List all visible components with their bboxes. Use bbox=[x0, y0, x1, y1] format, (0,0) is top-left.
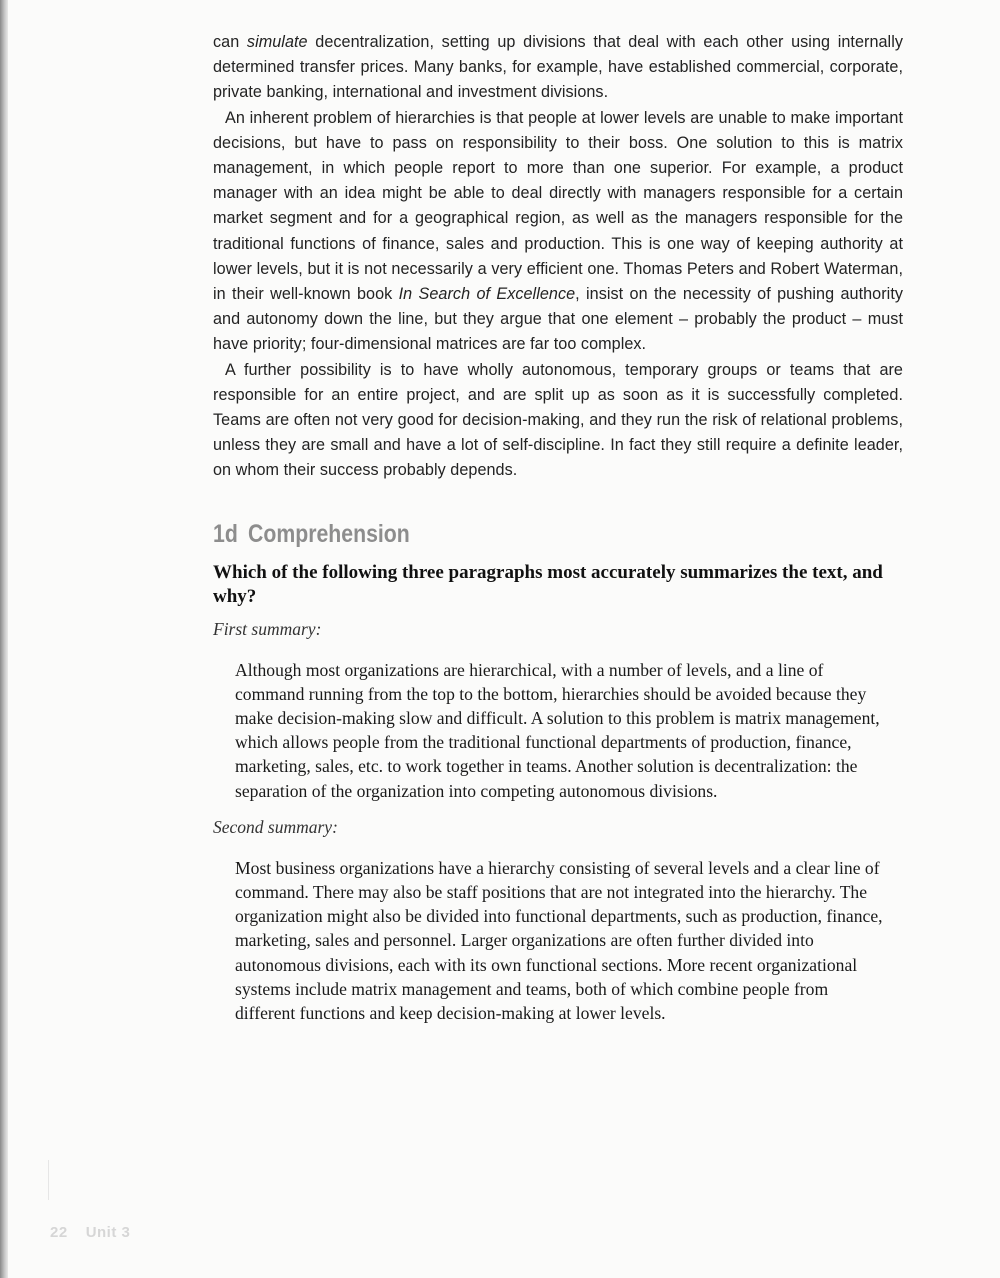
section-heading bbox=[213, 520, 800, 549]
book-title: In Search of Excellence bbox=[398, 285, 576, 304]
paragraph-2-rest: , insist on the necessity of pushing authority and autonomy down the line, but they argue that one element – probably the product – must have priority; four-dimensional matrices are far too complex. bbox=[213, 285, 904, 354]
comprehension-question: Which of the following three paragraphs most accurately summarizes the text, and why? bbox=[213, 561, 883, 607]
summary-text-second: Most business organizations have a hierarchy consisting of several levels and a clear line of command. There may also be staff positions that are not integrated into the hierarchy. The organization might also be divided into functional departments, such as production, finance, marketing, sales and personnel. Larger organizations are often further divided into autonomous divisions, each with its own functional sections. More recent organizational systems include matrix management and teams, both of which combine people from different functions and keep decision-making at lower levels. bbox=[235, 857, 883, 1024]
paragraph-3: A further possibility is to have wholly autonomous, temporary groups or teams that are responsible for an entire project, and are split up as soon as it is successfully completed. Teams are often not very good for decision-making, and they run the risk of relational problems, unless they are small and have a lot of self-discipline. In fact they still require a definite leader, on whom their success probably depends. bbox=[213, 360, 903, 480]
unit-label: Unit 3 bbox=[85, 1224, 131, 1241]
summary-text-first: Although most organizations are hierarchical, with a number of levels, and a line of command running from the top to the bottom, hierarchies should be avoided because they make decision-making slow and difficult. A solution to this problem is matrix management, which allows people from the traditional functional departments of production, finance, marketing, sales, etc. to work together in teams. Another solution is decentralization: the separation of the organization into competing autonomous divisions. bbox=[235, 659, 880, 801]
emphasis-simulate: simulate bbox=[246, 33, 308, 51]
page-content bbox=[213, 30, 903, 1025]
paragraph-2-start: An inherent problem of hierarchies is that people at lower levels are unable to make important decisions, but have to pass on responsibility to their boss. One solution to this is matrix management, in which people report to more than one superior. For example, a product manager with an idea might be able to deal directly with managers responsible for a certain market segment and for a geographical region, as well as the managers responsible for the traditional functions of finance, sales and production. This is one way of keeping authority at lower levels, but it is not necessarily a very efficient one. Thomas Peters and Robert Waterman, in their well-known book bbox=[213, 108, 903, 304]
book-spine-shadow bbox=[0, 0, 8, 1278]
summary-label-first: First summary: bbox=[213, 618, 322, 639]
paragraph-2 bbox=[213, 106, 903, 358]
page-number: 22 bbox=[50, 1224, 68, 1241]
paragraph-1 bbox=[213, 30, 903, 106]
page-edge-line bbox=[48, 1160, 49, 1200]
paragraph-1-rest: decentralization, setting up divisions that deal with each other using internally determined transfer prices. Many banks, for example, have established commercial, corporate, private banking, international and investment divisions. bbox=[213, 33, 903, 102]
page-footer bbox=[50, 1224, 130, 1241]
section-title: Comprehension bbox=[248, 519, 410, 548]
summary-label-second: Second summary: bbox=[213, 816, 338, 837]
paragraph-1-start: can bbox=[213, 33, 247, 51]
section-number: 1d bbox=[213, 519, 238, 548]
